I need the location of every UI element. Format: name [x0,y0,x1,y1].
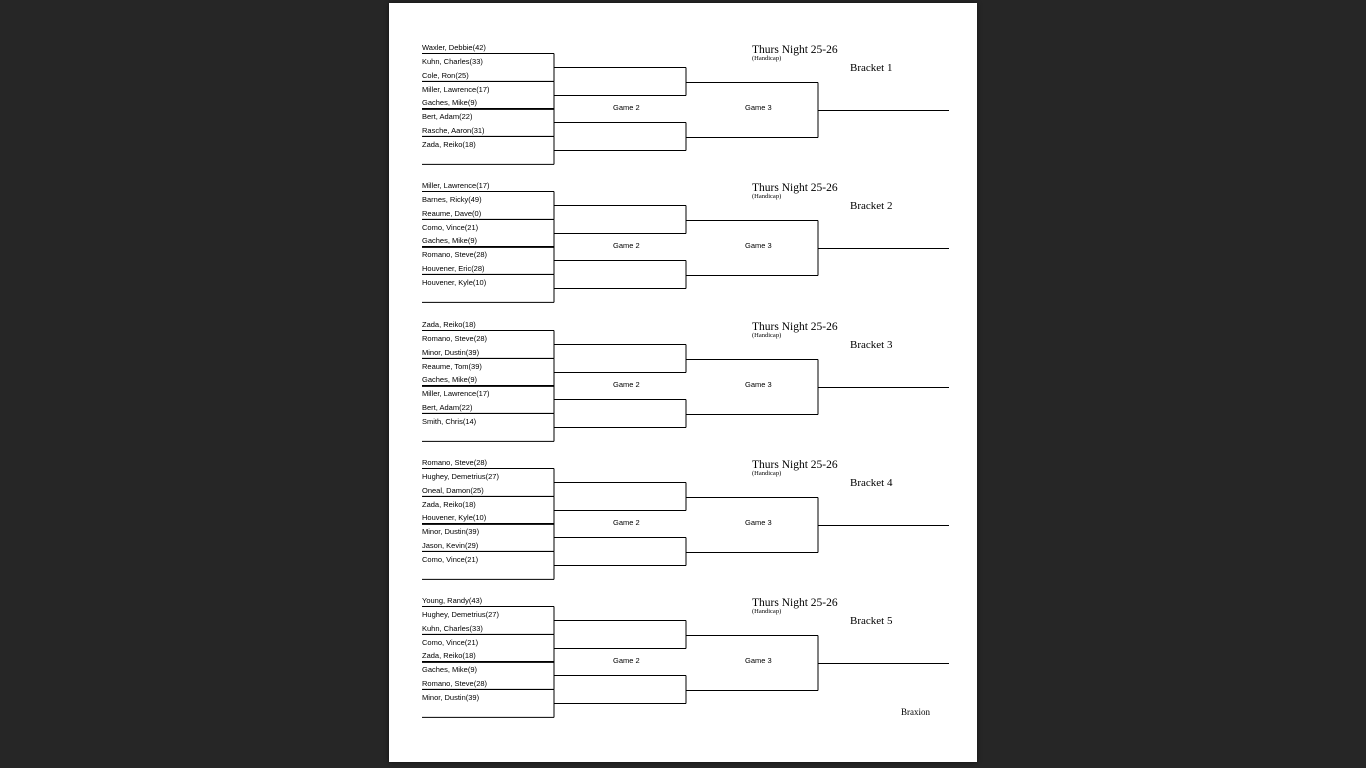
player-slot: Oneal, Damon(25) [422,485,484,495]
player-slot: Cole, Ron(25) [422,70,469,80]
game-2-label: Game 2 [613,240,640,250]
player-slot: Como, Vince(21) [422,222,479,232]
player-slot: Gaches, Mike(9) [422,375,478,385]
game-3-label: Game 3 [745,655,772,665]
player-slot: Barnes, Ricky(49) [422,194,482,204]
bracket-title: Thurs Night 25-26 [752,321,838,333]
player-slot: Kuhn, Charles(33) [422,623,483,633]
bracket-name: Bracket 5 [850,614,893,627]
bracket-title: Thurs Night 25-26 [752,44,838,56]
bracket-subtitle: (Handicap) [752,55,782,62]
player-slot: Minor, Dustin(39) [422,527,480,537]
bracket-name: Bracket 3 [850,338,893,351]
player-slot: Reaume, Dave(0) [422,208,482,218]
player-slot: Bert, Adam(22) [422,112,473,122]
player-slot: Romano, Steve(28) [422,679,488,689]
game-3-label: Game 3 [745,517,772,527]
game-2-label: Game 2 [613,517,640,527]
player-slot: Como, Vince(21) [422,637,479,647]
bracket-1 [389,43,977,173]
player-slot: Waxler, Debbie(42) [422,43,486,52]
game-3-label: Game 3 [745,240,772,250]
game-2-label: Game 2 [613,655,640,665]
bracket-4 [389,458,977,588]
document-page [389,3,977,762]
player-slot: Young, Randy(43) [422,596,483,605]
bracket-subtitle: (Handicap) [752,193,782,200]
player-slot: Gaches, Mike(9) [422,98,478,108]
player-slot: Houvener, Kyle(10) [422,277,487,287]
game-3-label: Game 3 [745,102,772,112]
game-2-label: Game 2 [613,379,640,389]
bracket-title: Thurs Night 25-26 [752,459,838,471]
bracket-subtitle: (Handicap) [752,332,782,339]
player-slot: Zada, Reiko(18) [422,320,476,329]
player-slot: Minor, Dustin(39) [422,692,480,702]
player-slot: Gaches, Mike(9) [422,236,478,246]
player-slot: Houvener, Eric(28) [422,264,485,274]
player-slot: Zada, Reiko(18) [422,499,476,509]
player-slot: Zada, Reiko(18) [422,651,476,661]
game-3-label: Game 3 [745,379,772,389]
player-slot: Como, Vince(21) [422,554,479,564]
bracket-3 [389,320,977,450]
player-slot: Romano, Steve(28) [422,458,488,467]
footer-brand: Braxion [901,707,930,717]
player-slot: Houvener, Kyle(10) [422,513,487,523]
player-slot: Miller, Lawrence(17) [422,389,490,399]
bracket-title: Thurs Night 25-26 [752,597,838,609]
game-2-label: Game 2 [613,102,640,112]
bracket-name: Bracket 1 [850,61,893,74]
player-slot: Bert, Adam(22) [422,403,473,413]
bracket-title: Thurs Night 25-26 [752,182,838,194]
player-slot: Romano, Steve(28) [422,250,488,260]
player-slot: Zada, Reiko(18) [422,139,476,149]
player-slot: Jason, Kevin(29) [422,541,479,551]
player-slot: Romano, Steve(28) [422,333,488,343]
bracket-name: Bracket 2 [850,199,893,212]
player-slot: Minor, Dustin(39) [422,347,480,357]
player-slot: Miller, Lawrence(17) [422,84,490,94]
player-slot: Hughey, Demetrius(27) [422,609,499,619]
bracket-5 [389,596,977,726]
bracket-name: Bracket 4 [850,476,893,489]
player-slot: Miller, Lawrence(17) [422,181,490,190]
player-slot: Reaume, Tom(39) [422,361,482,371]
player-slot: Gaches, Mike(9) [422,665,478,675]
player-slot: Smith, Chris(14) [422,416,477,426]
bracket-subtitle: (Handicap) [752,608,782,615]
player-slot: Hughey, Demetrius(27) [422,471,499,481]
player-slot: Kuhn, Charles(33) [422,56,483,66]
bracket-2 [389,181,977,311]
bracket-subtitle: (Handicap) [752,470,782,477]
player-slot: Rasche, Aaron(31) [422,126,485,136]
